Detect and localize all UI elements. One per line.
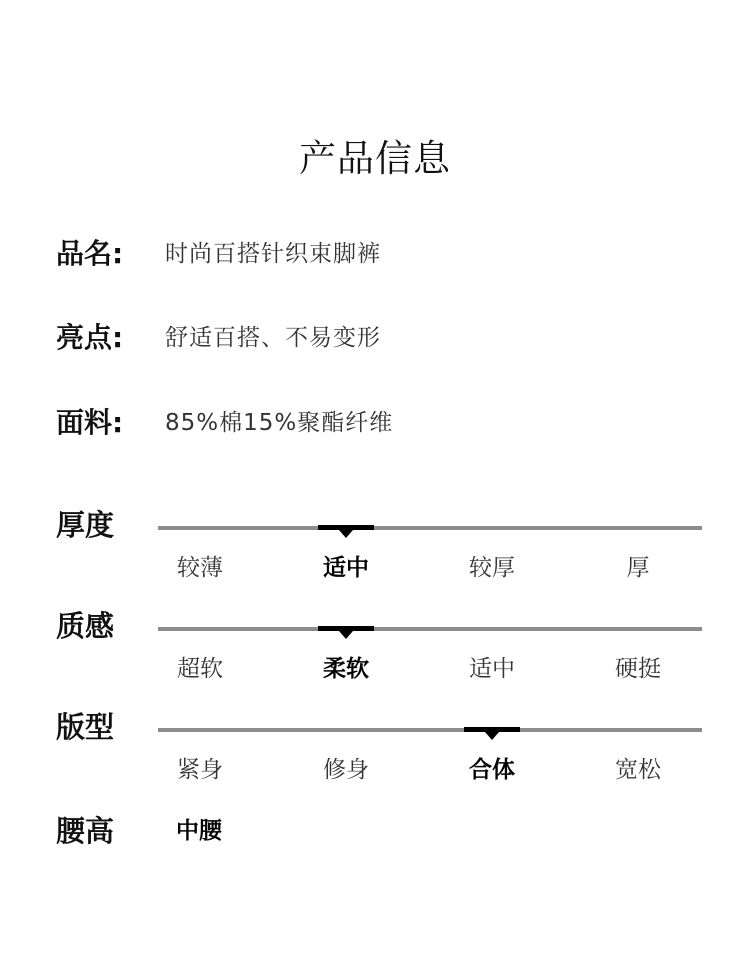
info-label: 品名: — [56, 237, 124, 270]
scale-marker — [318, 525, 374, 530]
scale-label: 厚度 — [56, 508, 115, 542]
scale-option: 硬挺 — [615, 656, 661, 682]
scale-option: 厚 — [626, 555, 650, 581]
scale-option: 宽松 — [615, 757, 661, 783]
scale-track — [158, 526, 702, 530]
page-title: 产品信息 — [299, 137, 451, 180]
scale-option: 紧身 — [177, 757, 223, 783]
scale-label: 质感 — [56, 609, 115, 643]
scale-option: 适中 — [469, 656, 515, 682]
waist-label: 腰高 — [56, 814, 115, 848]
marker-pointer-icon — [339, 530, 353, 538]
scale-marker — [464, 727, 520, 732]
info-value: 时尚百搭针织束脚裤 — [165, 241, 381, 267]
info-value: 舒适百搭、不易变形 — [165, 325, 381, 351]
waist-row — [0, 811, 750, 851]
scale-option: 适中 — [323, 555, 369, 581]
scale-marker — [318, 626, 374, 631]
scale-label: 版型 — [56, 710, 115, 744]
marker-pointer-icon — [485, 732, 499, 740]
info-label: 亮点: — [56, 321, 124, 354]
info-label: 面料: — [56, 406, 124, 439]
scale-option: 合体 — [469, 757, 515, 783]
scale-option: 柔软 — [323, 656, 369, 682]
scale-option: 较薄 — [177, 555, 223, 581]
scale-option: 较厚 — [469, 555, 515, 581]
scale-thickness — [0, 505, 750, 595]
scale-option: 超软 — [177, 656, 223, 682]
info-value: 85%棉15%聚酯纤维 — [165, 410, 394, 436]
scale-track — [158, 728, 702, 732]
scale-fit — [0, 707, 750, 797]
scale-option: 修身 — [323, 757, 369, 783]
waist-value: 中腰 — [176, 818, 222, 844]
scale-track — [158, 627, 702, 631]
info-row-fabric — [56, 403, 696, 443]
info-row-name — [56, 234, 696, 274]
scale-texture — [0, 606, 750, 696]
info-row-highlight — [56, 318, 696, 358]
marker-pointer-icon — [339, 631, 353, 639]
